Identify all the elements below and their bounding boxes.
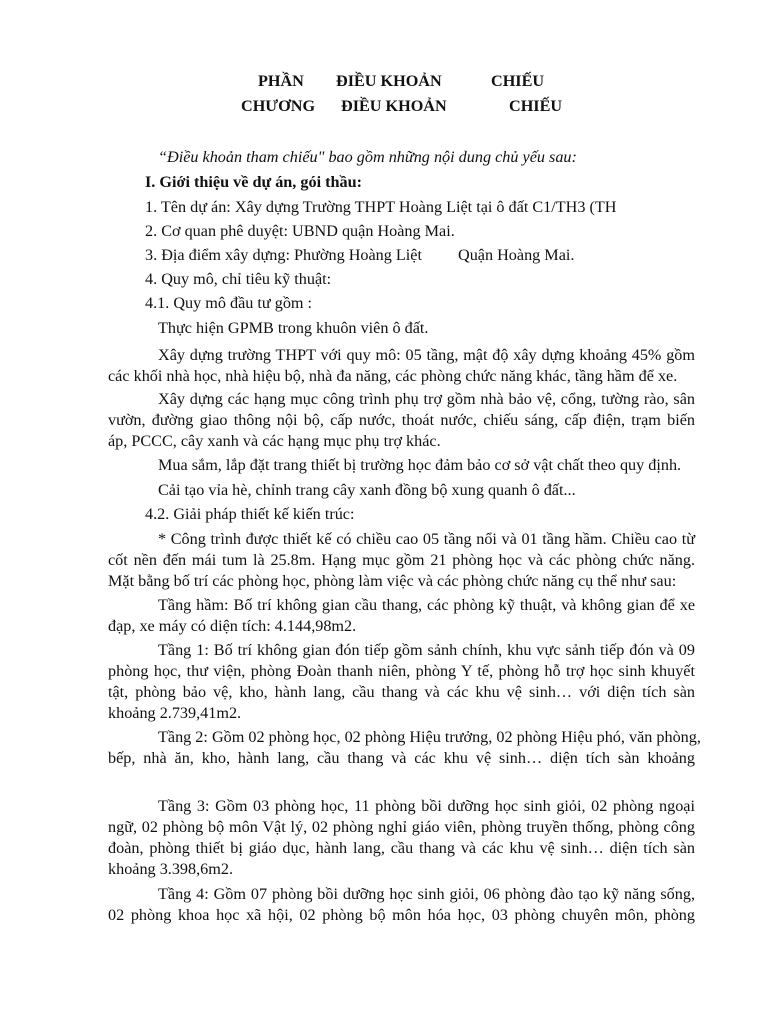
scale-paragraph-4: Mua sắm, lắp đặt trang thiết bị trường học đảm bảo cơ sở vật chất theo quy định.: [158, 456, 682, 474]
arch-floor-1-line-4: khoảng 2.739,41m2.: [108, 704, 242, 722]
arch-floor-3-line-3: đoàn, phòng thiết bị giáo dục, hành lang, cầu thang và các khu vệ sinh… diện tích sàn: [108, 839, 695, 857]
arch-basement-line-1: Tầng hầm: Bố trí không gian cầu thang, các phòng kỹ thuật, và không gian để xe: [158, 596, 695, 614]
section-heading: I. Giới thiệu về dự án, gói thầu:: [145, 173, 363, 191]
item-scale-heading: 4. Quy mô, chỉ tiêu kỹ thuật:: [145, 270, 332, 288]
arch-paragraph-1-line-3: Mặt bằng bố trí các phòng học, phòng làm việc và các phòng chức năng cụ thể như sau:: [108, 572, 677, 590]
arch-floor-1-line-3: tật, phòng bảo vệ, kho, hành lang, cầu thang và các khu vệ sinh… với diện tích sàn: [108, 683, 695, 701]
item-scale-subheading: 4.1. Quy mô đầu tư gồm :: [145, 294, 313, 312]
scale-paragraph-1: Thực hiện GPMB trong khuôn viên ô đất.: [158, 319, 429, 337]
header-reference-label-2: CHIẾU: [509, 97, 563, 115]
arch-floor-2-line-2: bếp, nhà ăn, kho, hành lang, cầu thang và các khu vệ sinh… diện tích sàn khoảng: [108, 749, 695, 767]
header-clause-label-2: ĐIỀU KHOẢN: [341, 97, 447, 115]
arch-floor-3-line-4: khoảng 3.398,6m2.: [108, 860, 233, 878]
arch-floor-3-line-2: ngữ, 02 phòng bộ môn Vật lý, 02 phòng nghỉ giáo viên, phòng truyền thống, phòng công: [108, 818, 695, 836]
header-reference-label: CHIẾU: [491, 72, 545, 90]
arch-basement-line-2: đạp, xe máy có diện tích: 4.144,98m2.: [108, 617, 357, 635]
header-clause-label: ĐIỀU KHOẢN: [336, 72, 442, 90]
item-architecture-heading: 4.2. Giải pháp thiết kế kiến trúc:: [145, 505, 355, 523]
scale-paragraph-2-line-1: Xây dựng trường THPT với quy mô: 05 tầng, mật độ xây dựng khoảng 45% gồm: [158, 346, 695, 364]
scale-paragraph-3-line-3: áp, PCCC, cây xanh và các hạng mục phụ trợ khác.: [108, 432, 441, 450]
item-approving-agency: 2. Cơ quan phê duyệt: UBND quận Hoàng Mai.: [145, 222, 455, 240]
arch-floor-2-line-1: Tầng 2: Gồm 02 phòng học, 02 phòng Hiệu trưởng, 02 phòng Hiệu phó, văn phòng,: [158, 728, 701, 746]
arch-floor-4-line-1: Tầng 4: Gồm 07 phòng bồi dưỡng học sinh giỏi, 06 phòng đào tạo kỹ năng sống,: [158, 885, 695, 903]
item-location-ward: 3. Địa điểm xây dựng: Phường Hoàng Liệt: [145, 246, 422, 264]
arch-paragraph-1-line-1: * Công trình được thiết kế có chiều cao 05 tầng nổi và 01 tầng hầm. Chiều cao từ: [158, 530, 695, 548]
scale-paragraph-2-line-2: các khối nhà học, nhà hiệu bộ, nhà đa năng, các phòng chức năng khác, tầng hầm để xe.: [108, 367, 678, 385]
arch-floor-4-line-2: 02 phòng khoa học xã hội, 02 phòng bộ môn hóa học, 03 phòng chuyên môn, phòng: [108, 906, 695, 924]
arch-floor-3-line-1: Tầng 3: Gồm 03 phòng học, 11 phòng bồi dưỡng học sinh giỏi, 02 phòng ngoại: [158, 797, 695, 815]
item-location-district: Quận Hoàng Mai.: [458, 246, 575, 264]
scale-paragraph-3-line-2: vườn, đường giao thông nội bộ, cấp nước, thoát nước, chiếu sáng, cấp điện, trạm biến: [108, 411, 695, 429]
arch-floor-1-line-1: Tầng 1: Bố trí không gian đón tiếp gồm sảnh chính, khu vực sảnh tiếp đón và 09: [158, 641, 695, 659]
arch-floor-1-line-2: phòng học, thư viện, phòng Đoàn thanh niên, phòng Y tế, phòng hỗ trợ học sinh khuyết: [108, 662, 695, 680]
header-chapter-label: CHƯƠNG: [241, 97, 316, 115]
intro-sentence: “Điều khoản tham chiếu" bao gồm những nội dung chủ yếu sau:: [158, 148, 577, 166]
item-project-name: 1. Tên dự án: Xây dựng Trường THPT Hoàng Liệt tại ô đất C1/TH3 (TH: [145, 198, 617, 216]
arch-paragraph-1-line-2: cốt nền đến mái tum là 25.8m. Hạng mục gồm 21 phòng học và các phòng chức năng.: [108, 551, 695, 569]
scale-paragraph-5: Cải tạo vỉa hè, chỉnh trang cây xanh đồng bộ xung quanh ô đất...: [158, 481, 576, 499]
header-part-label: PHẦN: [258, 72, 304, 90]
scale-paragraph-3-line-1: Xây dựng các hạng mục công trình phụ trợ gồm nhà bảo vệ, cổng, tường rào, sân: [158, 390, 695, 408]
